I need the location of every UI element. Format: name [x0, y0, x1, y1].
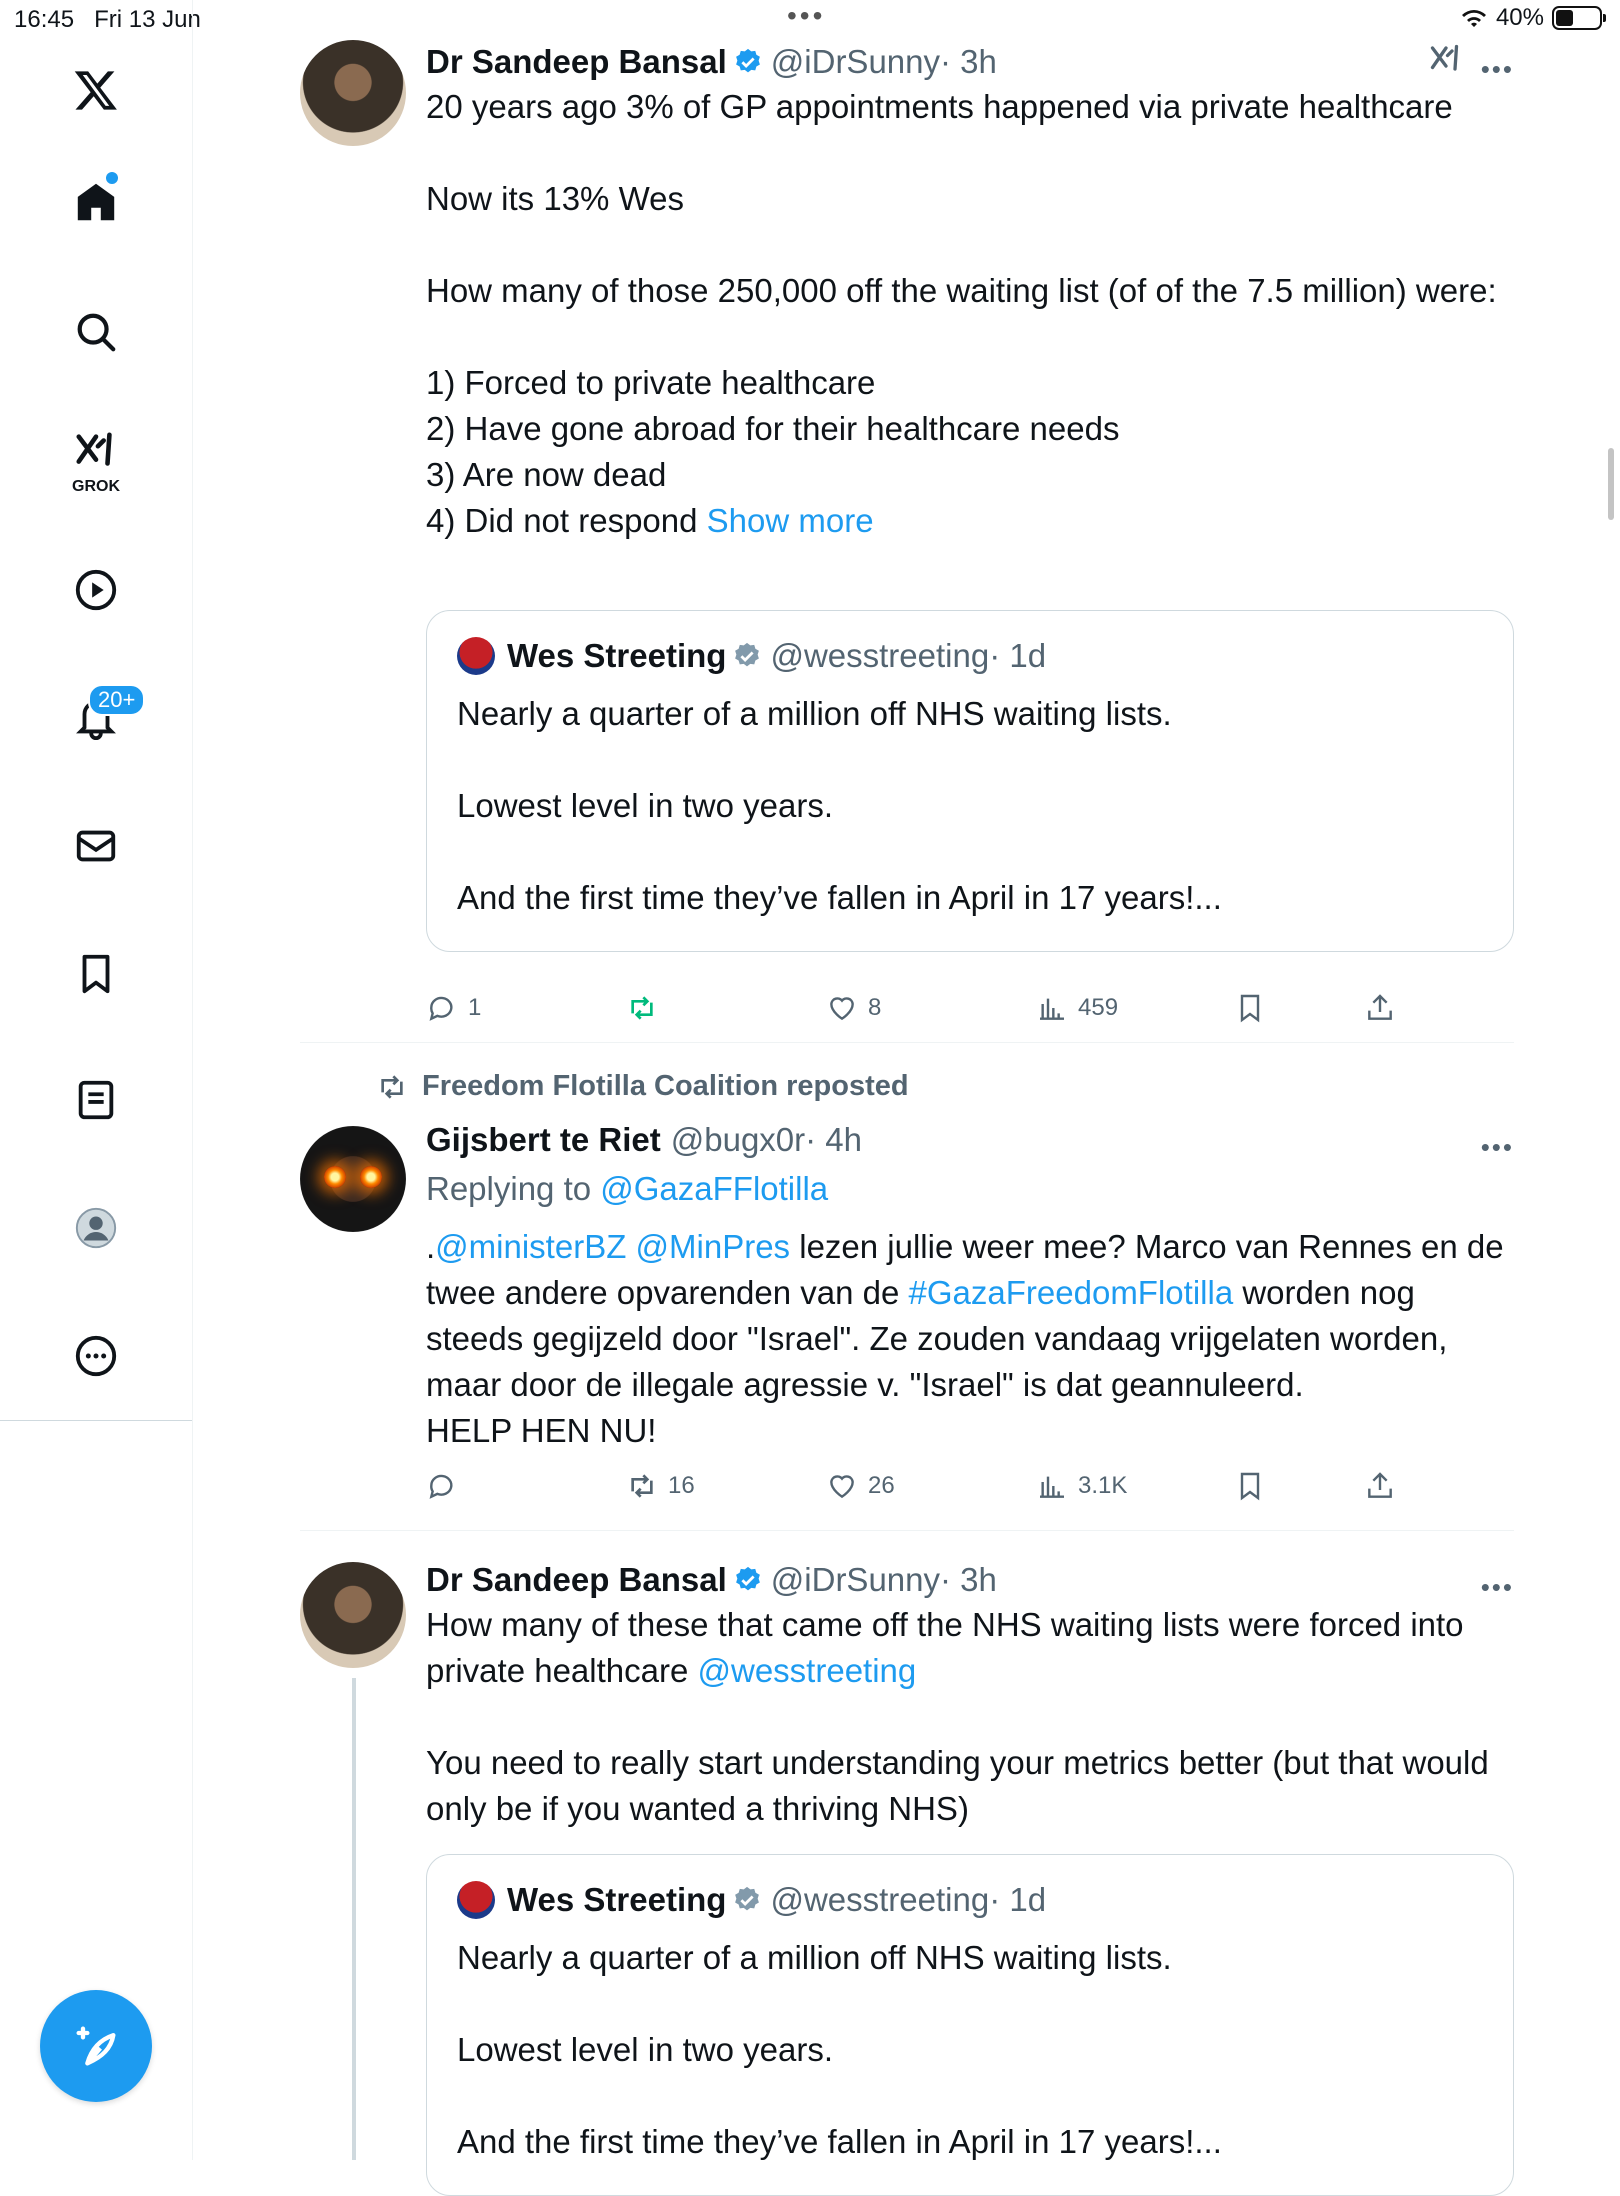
avatar[interactable] — [300, 1126, 406, 1232]
author-name[interactable]: Gijsbert te Riet — [426, 1121, 661, 1158]
like-button[interactable]: 26 — [826, 1470, 895, 1502]
list-icon[interactable] — [60, 1064, 132, 1136]
repost-context[interactable]: Freedom Flotilla Coalition reposted — [376, 1070, 909, 1103]
tweet-header — [426, 40, 1514, 84]
tweet-header — [426, 1118, 1514, 1162]
grok-label: GROK — [72, 478, 120, 495]
tweet-text: .@ministerBZ @MinPres lezen jullie weer mee? Marco van Rennes en de twee andere opvarenden van de #GazaFreedomFlotilla worden nog steeds gegijzeld door "Israel". Ze zouden vandaag vrijgelaten worden, maar door de illegale agressie v. "Israel" is dat geannuleerd. HELP HEN NU! — [426, 1228, 1513, 1449]
battery-percent: 40% — [1495, 4, 1544, 31]
quoted-tweet[interactable] — [426, 1854, 1514, 2196]
author-handle[interactable]: @bugx0r — [670, 1121, 806, 1158]
quote-avatar — [457, 637, 495, 675]
more-options-icon[interactable]: ••• — [1480, 54, 1514, 84]
more-options-icon[interactable]: ••• — [1480, 1572, 1514, 1602]
reply-icon — [426, 992, 458, 1024]
notification-badge: 20+ — [88, 684, 145, 716]
tweet-time[interactable]: · 4h — [805, 1121, 863, 1158]
repost-icon — [376, 1071, 408, 1103]
verified-icon — [733, 47, 763, 77]
share-button[interactable] — [1364, 992, 1396, 1024]
quote-text: Nearly a quarter of a million off NHS waiting lists. Lowest level in two years. And the first time they’ve fallen in April in 17 years!... — [457, 695, 1222, 916]
tweet-actions — [426, 1470, 1426, 1510]
bookmark-button[interactable] — [1234, 992, 1266, 1024]
multitask-dots[interactable]: ••• — [787, 0, 826, 31]
status-bar — [0, 0, 1620, 40]
scrollbar[interactable] — [1608, 448, 1614, 520]
replying-to-link[interactable]: @GazaFFlotilla — [600, 1170, 829, 1207]
repost-icon — [626, 992, 658, 1024]
quote-author-name: Wes Streeting — [507, 637, 727, 674]
tweet-time[interactable]: · 3h — [940, 43, 997, 80]
mention-link[interactable]: @wesstreeting — [697, 1652, 917, 1689]
quote-time: · 1d — [989, 1881, 1047, 1918]
repost-button[interactable]: 16 — [626, 1470, 695, 1502]
sidebar — [0, 0, 193, 2160]
status-right — [1460, 4, 1602, 32]
repost-icon — [626, 1470, 658, 1502]
profile-icon[interactable] — [60, 1192, 132, 1264]
views-button[interactable]: 3.1K — [1036, 1470, 1127, 1502]
verified-gray-icon — [732, 641, 762, 671]
tweet[interactable] — [300, 1558, 1514, 2160]
x-logo-icon[interactable] — [60, 54, 132, 126]
mention-link[interactable]: @MinPres — [635, 1228, 791, 1265]
reply-button[interactable] — [426, 1470, 468, 1502]
reply-button[interactable]: 1 — [426, 992, 481, 1024]
sidebar-divider — [0, 1420, 192, 1421]
tweet[interactable] — [300, 40, 1514, 1040]
verified-gray-icon — [732, 1885, 762, 1915]
tweet-divider — [300, 1042, 1514, 1043]
hashtag-link[interactable]: #GazaFreedomFlotilla — [908, 1274, 1234, 1311]
avatar[interactable] — [300, 40, 406, 146]
author-name[interactable]: Dr Sandeep Bansal — [426, 43, 727, 80]
replying-to: Replying to @GazaFFlotilla — [426, 1170, 829, 1207]
wifi-icon — [1460, 7, 1488, 29]
video-icon[interactable] — [60, 554, 132, 626]
views-icon — [1036, 1470, 1068, 1502]
bookmark-icon — [1234, 1470, 1266, 1502]
show-more-link[interactable]: Show more — [706, 502, 874, 539]
quote-text: Nearly a quarter of a million off NHS waiting lists. Lowest level in two years. And the first time they’ve fallen in April in 17 years!... — [457, 1939, 1222, 2160]
verified-icon — [733, 1565, 763, 1595]
reply-icon — [426, 1470, 458, 1502]
author-handle[interactable]: @iDrSunny — [770, 1561, 941, 1598]
mail-icon[interactable] — [60, 810, 132, 882]
share-icon — [1364, 992, 1396, 1024]
quoted-tweet[interactable] — [426, 610, 1514, 952]
tweet-time[interactable]: · 3h — [940, 1561, 997, 1598]
tweet-text: How many of these that came off the NHS waiting lists were forced into private healthcare @wesstreeting You need to really start understanding your metrics better (but that would only be if you wanted a thriving NHS) — [426, 1606, 1489, 1827]
author-handle[interactable]: @iDrSunny — [770, 43, 941, 80]
views-button[interactable]: 459 — [1036, 992, 1118, 1024]
share-button[interactable] — [1364, 1470, 1396, 1502]
more-options-icon[interactable]: ••• — [1480, 1132, 1514, 1162]
quote-author-handle: @wesstreeting — [770, 1881, 990, 1918]
grok-explain-icon[interactable] — [1428, 42, 1464, 78]
more-circle-icon[interactable] — [60, 1320, 132, 1392]
tweet-actions — [426, 992, 1426, 1032]
avatar[interactable] — [300, 1562, 406, 1668]
home-unread-dot — [106, 172, 118, 184]
quote-time: · 1d — [989, 637, 1047, 674]
compose-button[interactable] — [40, 1990, 152, 2102]
bookmark-icon — [1234, 992, 1266, 1024]
mention-link[interactable]: @ministerBZ — [435, 1228, 627, 1265]
quote-avatar — [457, 1881, 495, 1919]
tweet-header — [426, 1558, 1514, 1602]
like-button[interactable]: 8 — [826, 992, 881, 1024]
bookmark-button[interactable] — [1234, 1470, 1266, 1502]
tweet-text: 20 years ago 3% of GP appointments happened via private healthcare Now its 13% Wes How many of those 250,000 off the waiting list (of of the 7.5 million) were: 1) Forced to private healthcare 2) Have gone abroad for their healthcare needs 3) Are now dead 4) Did not respond Show more — [426, 88, 1497, 539]
battery-icon — [1552, 6, 1602, 30]
heart-icon — [826, 992, 858, 1024]
quote-author-name: Wes Streeting — [507, 1881, 727, 1918]
heart-icon — [826, 1470, 858, 1502]
compose-icon — [70, 2020, 122, 2072]
bookmark-icon[interactable] — [60, 938, 132, 1010]
quote-header — [457, 1881, 1046, 1919]
share-icon — [1364, 1470, 1396, 1502]
quote-author-handle: @wesstreeting — [770, 637, 990, 674]
home-icon[interactable] — [60, 166, 132, 238]
tweet-divider — [300, 1530, 1514, 1531]
repost-button[interactable] — [626, 992, 668, 1024]
views-icon — [1036, 992, 1068, 1024]
status-time: 16:45 Fri 13 Jun — [14, 6, 201, 33]
quote-header — [457, 637, 1046, 675]
author-name[interactable]: Dr Sandeep Bansal — [426, 1561, 727, 1598]
tweet[interactable] — [300, 1118, 1514, 1518]
search-icon[interactable] — [60, 296, 132, 368]
